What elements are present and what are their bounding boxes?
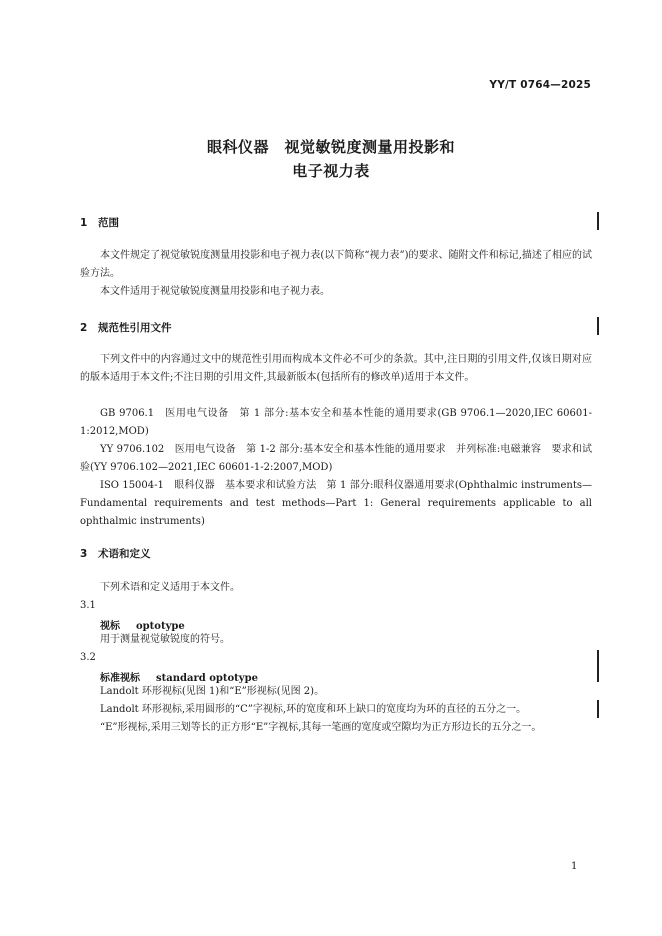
section-2-title: 规范性引用文件 xyxy=(98,322,172,334)
section-1-number: 1 xyxy=(80,217,88,229)
change-bar xyxy=(597,317,599,335)
change-bar xyxy=(597,212,599,230)
section-1-paragraph-1: 本文件规定了视觉敏锐度测量用投影和电子视力表(以下简称“视力表”)的要求、随附文件和标记,描述了相应的试验方法。 xyxy=(80,250,592,279)
document-title-line1: 眼科仪器 视觉敏锐度测量用投影和 xyxy=(206,138,455,156)
term-3-2-definition-3: “E”形视标,采用三划等长的正方形“E”字视标,其每一笔画的宽度或空隙均为正方形边长的五分之一。 xyxy=(100,722,542,733)
page-number: 1 xyxy=(571,861,578,872)
section-3-title: 术语和定义 xyxy=(98,548,151,560)
term-3-2-chinese: 标准视标 xyxy=(100,673,140,684)
section-1-title: 范围 xyxy=(98,217,119,229)
term-3-1-chinese: 视标 xyxy=(100,621,120,632)
reference-gb-9706-1: GB 9706.1 医用电气设备 第 1 部分:基本安全和基本性能的通用要求(GB 9706.1—2020,IEC 60601-1:2012,MOD) xyxy=(80,408,592,437)
term-3-1 xyxy=(100,617,185,632)
section-3-intro: 下列术语和定义适用于本文件。 xyxy=(100,582,240,593)
term-3-2-definition-2: Landolt 环形视标,采用圆形的“C”字视标,环的宽度和环上缺口的宽度均为环的直径的五分之一。 xyxy=(100,704,527,715)
section-3-heading xyxy=(80,546,151,561)
reference-iso-15004-1: ISO 15004-1 眼科仪器 基本要求和试验方法 第 1 部分:眼科仪器通用要求(Ophthalmic instruments—Fundamental requirements and test methods—Part 1: General requirements applicable to all ophthalmic instruments) xyxy=(80,480,592,527)
term-3-2-number: 3.2 xyxy=(80,652,96,663)
change-bar xyxy=(597,650,599,682)
term-3-2-english: standard optotype xyxy=(156,673,258,684)
reference-yy-9706-102: YY 9706.102 医用电气设备 第 1-2 部分:基本安全和基本性能的通用要求 并列标准:电磁兼容 要求和试验(YY 9706.102—2021,IEC 60601-1-2:2007,MOD) xyxy=(80,444,592,473)
term-3-1-english: optotype xyxy=(136,621,185,632)
term-3-2-definition-1: Landolt 环形视标(见图 1)和“E”形视标(见图 2)。 xyxy=(100,686,325,697)
change-bar xyxy=(597,700,599,718)
section-2-heading xyxy=(80,320,172,335)
section-1-paragraph-2: 本文件适用于视觉敏锐度测量用投影和电子视力表。 xyxy=(100,286,330,297)
term-3-2 xyxy=(100,669,258,684)
section-2-paragraph-1: 下列文件中的内容通过文中的规范性引用而构成本文件必不可少的条款。其中,注日期的引用文件,仅该日期对应的版本适用于本文件;不注日期的引用文件,其最新版本(包括所有的修改单)适用于本文件。 xyxy=(80,354,592,383)
document-code: YY/T 0764—2025 xyxy=(489,79,591,91)
term-3-1-definition: 用于测量视觉敏锐度的符号。 xyxy=(100,634,230,645)
document-title-line2: 电子视力表 xyxy=(292,162,370,180)
section-3-number: 3 xyxy=(80,548,88,560)
section-1-heading xyxy=(80,215,119,230)
term-3-1-number: 3.1 xyxy=(80,600,96,611)
section-2-number: 2 xyxy=(80,322,88,334)
